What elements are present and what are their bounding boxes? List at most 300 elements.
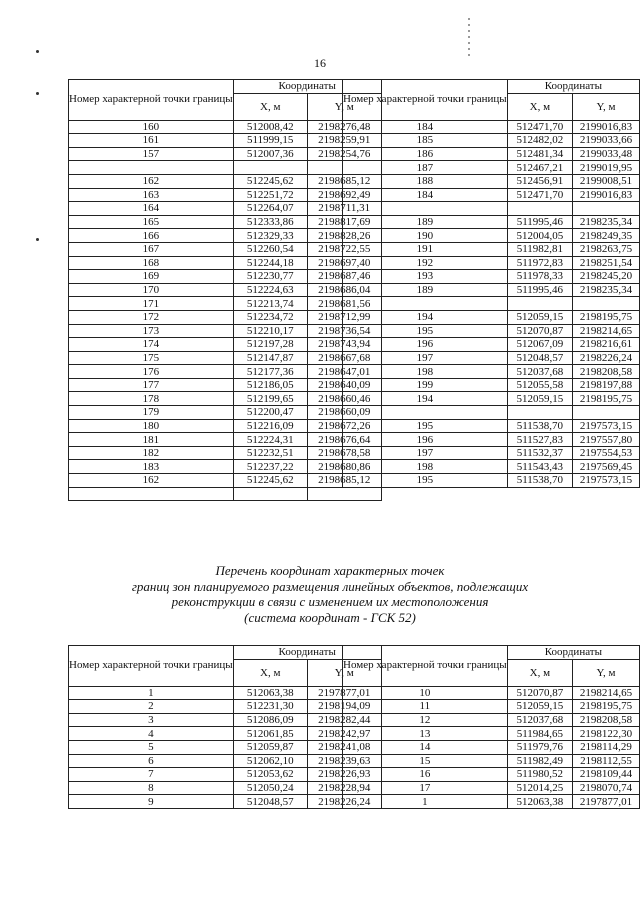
table-row xyxy=(343,378,640,392)
x-coordinate: 512008,42 xyxy=(233,120,307,134)
x-coordinate: 512329,33 xyxy=(233,229,307,243)
point-number: 163 xyxy=(69,188,234,202)
y-coordinate: 2197569,45 xyxy=(573,460,640,474)
point-number: 197 xyxy=(343,351,508,365)
y-coordinate: 2198647,01 xyxy=(307,365,381,379)
table-row xyxy=(69,754,382,768)
table-row xyxy=(343,460,640,474)
point-number: 4 xyxy=(69,727,234,741)
table-row xyxy=(343,338,640,352)
y-coordinate: 2198195,75 xyxy=(573,310,640,324)
point-number: 171 xyxy=(69,297,234,311)
table-row xyxy=(343,256,640,270)
y-coordinate: 2198249,35 xyxy=(573,229,640,243)
y-coordinate: 2198235,34 xyxy=(573,215,640,229)
point-number: 186 xyxy=(343,147,508,161)
page-number: 16 xyxy=(314,56,326,70)
point-number: 189 xyxy=(343,283,508,297)
table-row xyxy=(69,351,382,365)
x-coordinate: 512216,09 xyxy=(233,419,307,433)
table-row xyxy=(343,174,640,188)
scan-dot xyxy=(36,50,39,53)
y-coordinate: 2198195,75 xyxy=(573,700,640,714)
x-coordinate: 512237,22 xyxy=(233,460,307,474)
x-coordinate: 512147,87 xyxy=(233,351,307,365)
y-coordinate: 2199033,66 xyxy=(573,134,640,148)
point-number: 194 xyxy=(343,392,508,406)
x-coordinate: 512245,62 xyxy=(233,174,307,188)
table-row xyxy=(69,188,382,202)
table-row xyxy=(343,446,640,460)
table-row xyxy=(343,727,640,741)
point-number: 182 xyxy=(69,446,234,460)
point-number: 14 xyxy=(343,740,508,754)
x-coordinate: 512063,38 xyxy=(233,686,307,700)
point-number: 183 xyxy=(69,460,234,474)
y-coordinate: 2198239,63 xyxy=(307,754,381,768)
x-coordinate: 511995,46 xyxy=(507,283,572,297)
x-coordinate: 511982,81 xyxy=(507,242,572,256)
x-coordinate: 512333,86 xyxy=(233,215,307,229)
point-number: 194 xyxy=(343,310,508,324)
y-coordinate: 2198660,46 xyxy=(307,392,381,406)
col-header-coordinates: Координаты xyxy=(233,646,381,660)
y-coordinate: 2198226,24 xyxy=(573,351,640,365)
x-coordinate: 512063,38 xyxy=(507,795,572,809)
x-coordinate: 512197,28 xyxy=(233,338,307,352)
point-number: 160 xyxy=(69,120,234,134)
table-row xyxy=(69,270,382,284)
table-row xyxy=(343,120,640,134)
table-row xyxy=(343,392,640,406)
y-coordinate: 2198685,12 xyxy=(307,474,381,488)
y-coordinate: 2197557,80 xyxy=(573,433,640,447)
point-number: 162 xyxy=(69,474,234,488)
x-coordinate: 512062,10 xyxy=(233,754,307,768)
y-coordinate: 2198241,08 xyxy=(307,740,381,754)
table-row xyxy=(69,365,382,379)
table-row xyxy=(343,781,640,795)
y-coordinate: 2198226,93 xyxy=(307,768,381,782)
y-coordinate: 2198197,88 xyxy=(573,378,640,392)
scan-artifact xyxy=(468,18,470,58)
point-number: 175 xyxy=(69,351,234,365)
point-number: 193 xyxy=(343,270,508,284)
x-coordinate: 511984,65 xyxy=(507,727,572,741)
col-header-x: X, м xyxy=(507,659,572,686)
y-coordinate: 2198235,34 xyxy=(573,283,640,297)
x-coordinate: 512067,09 xyxy=(507,338,572,352)
y-coordinate: 2197573,15 xyxy=(573,474,640,488)
x-coordinate xyxy=(233,487,307,501)
point-number: 184 xyxy=(343,188,508,202)
y-coordinate: 2198282,44 xyxy=(307,713,381,727)
table-row xyxy=(69,310,382,324)
point-number: 162 xyxy=(69,174,234,188)
table-row xyxy=(69,324,382,338)
y-coordinate: 2198678,58 xyxy=(307,446,381,460)
x-coordinate: 511995,46 xyxy=(507,215,572,229)
y-coordinate: 2198228,94 xyxy=(307,781,381,795)
table-row xyxy=(69,474,382,488)
point-number: 196 xyxy=(343,433,508,447)
table-row xyxy=(343,365,640,379)
table-row xyxy=(343,270,640,284)
table-row xyxy=(343,474,640,488)
table-row xyxy=(69,338,382,352)
table-row xyxy=(69,174,382,188)
col-header-y: Y, м xyxy=(573,93,640,120)
y-coordinate: 2198254,76 xyxy=(307,147,381,161)
x-coordinate: 512471,70 xyxy=(507,188,572,202)
y-coordinate: 2198685,12 xyxy=(307,174,381,188)
x-coordinate: 511538,70 xyxy=(507,474,572,488)
x-coordinate: 511979,76 xyxy=(507,740,572,754)
scan-dot xyxy=(36,92,39,95)
x-coordinate: 512053,62 xyxy=(233,768,307,782)
y-coordinate: 2198276,48 xyxy=(307,120,381,134)
y-coordinate: 2197877,01 xyxy=(573,795,640,809)
y-coordinate: 2198711,31 xyxy=(307,202,381,216)
section-heading xyxy=(100,563,560,625)
point-number: 172 xyxy=(69,310,234,324)
y-coordinate: 2198686,04 xyxy=(307,283,381,297)
table-row xyxy=(69,202,382,216)
point-number: 179 xyxy=(69,406,234,420)
point-number: 190 xyxy=(343,229,508,243)
x-coordinate: 512471,70 xyxy=(507,120,572,134)
x-coordinate: 512456,91 xyxy=(507,174,572,188)
table-row xyxy=(69,297,382,311)
point-number: 181 xyxy=(69,433,234,447)
y-coordinate: 2198712,99 xyxy=(307,310,381,324)
col-header-coordinates: Координаты xyxy=(233,80,381,94)
point-number: 161 xyxy=(69,134,234,148)
x-coordinate: 511978,33 xyxy=(507,270,572,284)
x-coordinate: 512050,24 xyxy=(233,781,307,795)
x-coordinate xyxy=(507,406,572,420)
table-row xyxy=(343,768,640,782)
point-number: 170 xyxy=(69,283,234,297)
x-coordinate: 512014,25 xyxy=(507,781,572,795)
table-row xyxy=(343,795,640,809)
table-row xyxy=(343,202,640,216)
table-row xyxy=(69,134,382,148)
point-number: 167 xyxy=(69,242,234,256)
table-row xyxy=(69,378,382,392)
table-row xyxy=(343,406,640,420)
point-number: 10 xyxy=(343,686,508,700)
table-row xyxy=(343,283,640,297)
x-coordinate: 512007,36 xyxy=(233,147,307,161)
y-coordinate: 2198672,26 xyxy=(307,419,381,433)
y-coordinate: 2198640,09 xyxy=(307,378,381,392)
table-row xyxy=(343,310,640,324)
point-number: 15 xyxy=(343,754,508,768)
point-number: 2 xyxy=(69,700,234,714)
table-row xyxy=(343,351,640,365)
x-coordinate: 512004,05 xyxy=(507,229,572,243)
y-coordinate: 2198828,26 xyxy=(307,229,381,243)
point-number: 1 xyxy=(343,795,508,809)
y-coordinate xyxy=(573,297,640,311)
heading-line-2: границ зон планируемого размещения линейных объектов, подлежащих xyxy=(131,578,529,594)
table-row xyxy=(69,781,382,795)
point-number: 196 xyxy=(343,338,508,352)
y-coordinate: 2198070,74 xyxy=(573,781,640,795)
x-coordinate: 512059,87 xyxy=(233,740,307,754)
table-row xyxy=(69,700,382,714)
point-number: 169 xyxy=(69,270,234,284)
point-number: 3 xyxy=(69,713,234,727)
table-row xyxy=(69,795,382,809)
x-coordinate: 512230,77 xyxy=(233,270,307,284)
table-row xyxy=(69,256,382,270)
point-number: 187 xyxy=(343,161,508,175)
y-coordinate: 2198208,58 xyxy=(573,713,640,727)
table-row xyxy=(69,487,382,501)
point-number xyxy=(69,161,234,175)
col-header-y: Y, м xyxy=(307,659,381,686)
col-header-coordinates: Координаты xyxy=(507,80,639,94)
y-coordinate: 2198817,69 xyxy=(307,215,381,229)
y-coordinate: 2198242,97 xyxy=(307,727,381,741)
heading-line-4: (система координат - ГСК 52) xyxy=(244,609,416,625)
table-row xyxy=(343,147,640,161)
point-number xyxy=(343,297,508,311)
point-number: 174 xyxy=(69,338,234,352)
x-coordinate: 512037,68 xyxy=(507,365,572,379)
y-coordinate xyxy=(573,406,640,420)
table-row xyxy=(69,147,382,161)
point-number: 9 xyxy=(69,795,234,809)
y-coordinate: 2198736,54 xyxy=(307,324,381,338)
x-coordinate xyxy=(233,161,307,175)
point-number: 184 xyxy=(343,120,508,134)
table-row xyxy=(69,740,382,754)
table-row xyxy=(343,740,640,754)
point-number: 168 xyxy=(69,256,234,270)
y-coordinate: 2198680,86 xyxy=(307,460,381,474)
x-coordinate: 512260,54 xyxy=(233,242,307,256)
x-coordinate: 511982,49 xyxy=(507,754,572,768)
y-coordinate: 2198660,09 xyxy=(307,406,381,420)
x-coordinate: 512055,58 xyxy=(507,378,572,392)
x-coordinate: 512467,21 xyxy=(507,161,572,175)
table-row xyxy=(343,161,640,175)
y-coordinate: 2198214,65 xyxy=(573,686,640,700)
point-number: 5 xyxy=(69,740,234,754)
y-coordinate: 2198692,49 xyxy=(307,188,381,202)
x-coordinate: 511972,83 xyxy=(507,256,572,270)
y-coordinate: 2198114,29 xyxy=(573,740,640,754)
y-coordinate: 2198697,40 xyxy=(307,256,381,270)
point-number: 176 xyxy=(69,365,234,379)
coordinates-table-2 xyxy=(342,79,640,488)
x-coordinate: 511543,43 xyxy=(507,460,572,474)
point-number: 195 xyxy=(343,324,508,338)
col-header-x: X, м xyxy=(233,659,307,686)
point-number: 195 xyxy=(343,474,508,488)
table-row xyxy=(69,392,382,406)
x-coordinate: 512059,15 xyxy=(507,310,572,324)
point-number: 197 xyxy=(343,446,508,460)
y-coordinate: 2198681,56 xyxy=(307,297,381,311)
y-coordinate: 2198687,46 xyxy=(307,270,381,284)
y-coordinate: 2197573,15 xyxy=(573,419,640,433)
col-header-number: Номер характерной точки границы xyxy=(69,646,234,687)
point-number: 6 xyxy=(69,754,234,768)
point-number: 192 xyxy=(343,256,508,270)
coordinates-table-4 xyxy=(342,645,640,809)
table-row xyxy=(343,324,640,338)
point-number: 180 xyxy=(69,419,234,433)
table-row xyxy=(343,242,640,256)
y-coordinate: 2198194,09 xyxy=(307,700,381,714)
heading-line-3: реконструкции в связи с изменением их местоположения xyxy=(171,594,489,609)
y-coordinate: 2197554,53 xyxy=(573,446,640,460)
x-coordinate: 511527,83 xyxy=(507,433,572,447)
y-coordinate xyxy=(573,202,640,216)
col-header-number: Номер характерной точки границы xyxy=(69,80,234,121)
y-coordinate: 2197877,01 xyxy=(307,686,381,700)
point-number: 157 xyxy=(69,147,234,161)
table-row xyxy=(69,161,382,175)
col-header-y: Y, м xyxy=(573,659,640,686)
table-row xyxy=(69,460,382,474)
point-number: 164 xyxy=(69,202,234,216)
table-row xyxy=(69,120,382,134)
table-row xyxy=(69,215,382,229)
point-number: 165 xyxy=(69,215,234,229)
x-coordinate: 512048,57 xyxy=(233,795,307,809)
y-coordinate: 2198216,61 xyxy=(573,338,640,352)
table-row xyxy=(343,713,640,727)
x-coordinate: 512264,07 xyxy=(233,202,307,216)
table-row xyxy=(343,754,640,768)
point-number: 198 xyxy=(343,365,508,379)
point-number: 8 xyxy=(69,781,234,795)
point-number: 189 xyxy=(343,215,508,229)
x-coordinate: 511999,15 xyxy=(233,134,307,148)
x-coordinate xyxy=(507,297,572,311)
y-coordinate xyxy=(307,487,381,501)
coordinates-table-3 xyxy=(68,645,382,809)
x-coordinate: 512061,85 xyxy=(233,727,307,741)
table-row xyxy=(343,188,640,202)
x-coordinate: 512210,17 xyxy=(233,324,307,338)
x-coordinate: 512224,31 xyxy=(233,433,307,447)
y-coordinate: 2198109,44 xyxy=(573,768,640,782)
table-row xyxy=(69,229,382,243)
y-coordinate: 2198245,20 xyxy=(573,270,640,284)
x-coordinate: 512070,87 xyxy=(507,324,572,338)
x-coordinate: 512234,72 xyxy=(233,310,307,324)
col-header-x: X, м xyxy=(507,93,572,120)
y-coordinate: 2199016,83 xyxy=(573,120,640,134)
table-row xyxy=(69,768,382,782)
table-row xyxy=(343,686,640,700)
x-coordinate: 512059,15 xyxy=(507,392,572,406)
scan-dot xyxy=(36,238,39,241)
coordinates-table-1 xyxy=(68,79,382,501)
point-number: 12 xyxy=(343,713,508,727)
table-row xyxy=(69,686,382,700)
x-coordinate: 512482,02 xyxy=(507,134,572,148)
y-coordinate: 2198722,55 xyxy=(307,242,381,256)
point-number: 1 xyxy=(69,686,234,700)
table-row xyxy=(343,700,640,714)
point-number: 17 xyxy=(343,781,508,795)
point-number: 198 xyxy=(343,460,508,474)
table-row xyxy=(343,433,640,447)
point-number: 191 xyxy=(343,242,508,256)
y-coordinate: 2198667,68 xyxy=(307,351,381,365)
point-number: 178 xyxy=(69,392,234,406)
col-header-coordinates: Координаты xyxy=(507,646,639,660)
x-coordinate: 512200,47 xyxy=(233,406,307,420)
point-number: 185 xyxy=(343,134,508,148)
y-coordinate: 2198226,24 xyxy=(307,795,381,809)
y-coordinate: 2198263,75 xyxy=(573,242,640,256)
y-coordinate: 2199016,83 xyxy=(573,188,640,202)
point-number: 166 xyxy=(69,229,234,243)
x-coordinate: 512213,74 xyxy=(233,297,307,311)
x-coordinate: 512048,57 xyxy=(507,351,572,365)
point-number: 188 xyxy=(343,174,508,188)
point-number: 195 xyxy=(343,419,508,433)
x-coordinate: 512231,30 xyxy=(233,700,307,714)
y-coordinate: 2198112,55 xyxy=(573,754,640,768)
point-number: 7 xyxy=(69,768,234,782)
x-coordinate xyxy=(507,202,572,216)
table-row xyxy=(69,446,382,460)
y-coordinate: 2198214,65 xyxy=(573,324,640,338)
y-coordinate: 2198195,75 xyxy=(573,392,640,406)
point-number: 177 xyxy=(69,378,234,392)
table-row xyxy=(69,419,382,433)
x-coordinate: 512224,63 xyxy=(233,283,307,297)
table-row xyxy=(343,215,640,229)
table-row xyxy=(343,297,640,311)
x-coordinate: 512481,34 xyxy=(507,147,572,161)
heading-line-1: Перечень координат характерных точек xyxy=(215,563,445,578)
x-coordinate: 512245,62 xyxy=(233,474,307,488)
table-row xyxy=(343,229,640,243)
x-coordinate: 512177,36 xyxy=(233,365,307,379)
x-coordinate: 512070,87 xyxy=(507,686,572,700)
table-row xyxy=(69,433,382,447)
y-coordinate: 2199019,95 xyxy=(573,161,640,175)
table-row xyxy=(69,406,382,420)
col-header-number: Номер характерной точки границы xyxy=(343,646,508,687)
x-coordinate: 512086,09 xyxy=(233,713,307,727)
y-coordinate: 2199008,51 xyxy=(573,174,640,188)
point-number: 16 xyxy=(343,768,508,782)
y-coordinate: 2198208,58 xyxy=(573,365,640,379)
table-row xyxy=(69,283,382,297)
x-coordinate: 512251,72 xyxy=(233,188,307,202)
table-row xyxy=(69,242,382,256)
x-coordinate: 512199,65 xyxy=(233,392,307,406)
col-header-number: Номер характерной точки границы xyxy=(343,80,508,121)
y-coordinate: 2198122,30 xyxy=(573,727,640,741)
y-coordinate: 2199033,48 xyxy=(573,147,640,161)
x-coordinate: 512244,18 xyxy=(233,256,307,270)
point-number: 11 xyxy=(343,700,508,714)
y-coordinate: 2198676,64 xyxy=(307,433,381,447)
table-row xyxy=(343,134,640,148)
